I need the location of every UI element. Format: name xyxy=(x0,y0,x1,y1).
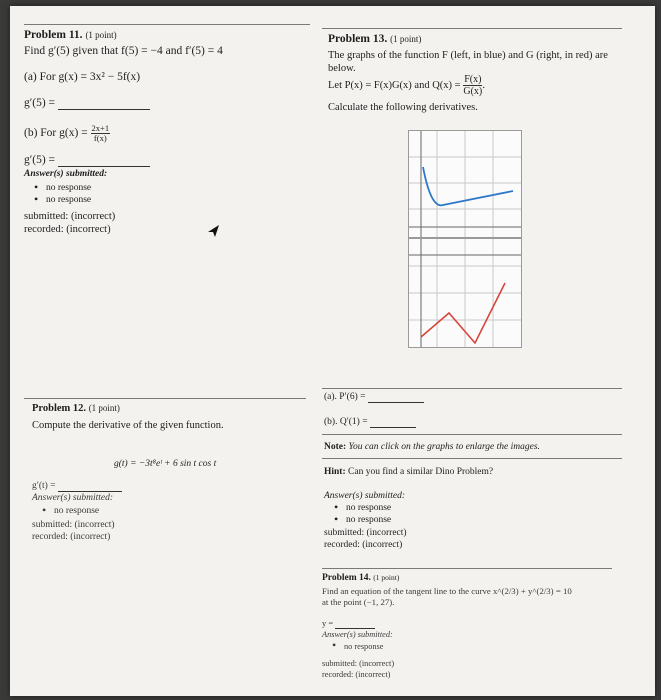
p13-let-row xyxy=(328,74,485,97)
p11-answer-b-row xyxy=(24,153,150,167)
p12-recorded: recorded: (incorrect) xyxy=(32,532,111,542)
p11-answer-a-input[interactable] xyxy=(58,99,150,110)
p14-answer-list xyxy=(322,641,383,652)
p13-note-label: Note: xyxy=(324,442,347,452)
p14-y-label: y = xyxy=(322,618,334,628)
p12-prompt: Compute the derivative of the given function. xyxy=(32,420,224,431)
p12-answer-input[interactable] xyxy=(58,481,122,492)
p14-answers-label: Answer(s) submitted: xyxy=(322,630,393,639)
p14-top-rule xyxy=(322,568,612,569)
p13-prompt: The graphs of the function F (left, in blue) and G (right, in red) are below. xyxy=(328,50,608,74)
p13-title: Problem 13. xyxy=(328,33,388,45)
p13-note-text: You can click on the graphs to enlarge the images. xyxy=(348,442,540,452)
p12-header xyxy=(32,402,120,415)
p11-answers-label: Answer(s) submitted: xyxy=(24,169,108,179)
graph-G[interactable] xyxy=(408,238,522,348)
p11-frac-num: 2x+1 xyxy=(91,123,110,133)
graph-F-grid xyxy=(409,131,521,237)
p13-answer-a-input[interactable] xyxy=(368,392,424,403)
p13-hint-label: Hint: xyxy=(324,467,346,477)
p11-frac-den: f(x) xyxy=(93,133,107,143)
p11-header xyxy=(24,28,117,42)
p11-answer-list xyxy=(24,182,91,206)
p14-answer-row xyxy=(322,618,375,629)
p11-part-a: (a) For g(x) = 3x² − 5f(x) xyxy=(24,71,141,83)
p13-submitted: submitted: (incorrect) xyxy=(324,528,407,538)
p11-part-b xyxy=(24,124,110,143)
p14-point: at the point (−1, 27). xyxy=(322,597,395,607)
list-item: • no response xyxy=(324,502,391,514)
p11-answer-a-row xyxy=(24,96,150,110)
p13-q-suffix: . xyxy=(482,79,486,91)
p14-title: Problem 14. xyxy=(322,573,371,583)
worksheet-page xyxy=(10,6,655,696)
list-item: • no response xyxy=(32,505,99,517)
list-item: • no response xyxy=(324,514,391,526)
p11-answer-b-input[interactable] xyxy=(58,156,150,167)
p13-part-a-row xyxy=(324,391,424,403)
p12-points: (1 point) xyxy=(88,403,120,413)
p13-answers-rule xyxy=(322,388,622,389)
p14-points: (1 point) xyxy=(373,573,400,582)
p13-answer-list xyxy=(324,502,391,526)
p12-g-prime-label: g′(t) = xyxy=(32,481,56,491)
p11-part-b-prefix: (b) For g(x) = xyxy=(24,127,88,140)
p13-header xyxy=(328,32,421,46)
graph-G-curve xyxy=(421,283,505,343)
p13-part-b-label: (b). Q′(1) = xyxy=(324,417,368,427)
p13-top-rule xyxy=(322,28,622,29)
list-item: • no response xyxy=(24,194,91,206)
p12-answer-row xyxy=(32,480,122,492)
p12-title: Problem 12. xyxy=(32,403,87,414)
p13-calc: Calculate the following derivatives. xyxy=(328,102,478,113)
p12-answer-list xyxy=(32,505,99,517)
list-item: • no response xyxy=(24,182,91,194)
p13-part-a-label: (a). P′(6) = xyxy=(324,392,366,402)
p14-recorded: recorded: (incorrect) xyxy=(322,670,391,679)
p11-points: (1 point) xyxy=(85,30,117,40)
p13-part-b-row xyxy=(324,416,416,428)
p13-note xyxy=(324,441,540,453)
p13-hint xyxy=(324,466,493,478)
p11-title: Problem 11. xyxy=(24,29,83,41)
p13-answers-label: Answer(s) submitted: xyxy=(324,491,406,501)
p13-answer-b-input[interactable] xyxy=(370,417,416,428)
p13-points: (1 point) xyxy=(390,34,422,44)
p11-g-prime-b-label: g′(5) = xyxy=(24,154,56,166)
p13-hint-text[interactable]: Can you find a similar Dino Problem? xyxy=(348,467,494,477)
p13-let-prefix: Let P(x) = F(x)G(x) and Q(x) = xyxy=(328,79,461,91)
p12-submitted: submitted: (incorrect) xyxy=(32,520,115,530)
p11-submitted: submitted: (incorrect) xyxy=(24,211,116,222)
p11-g-prime-a-label: g′(5) = xyxy=(24,97,56,109)
p11-recorded: recorded: (incorrect) xyxy=(24,224,111,235)
p14-prompt: Find an equation of the tangent line to the curve x^(2/3) + y^(2/3) = 10 xyxy=(322,586,572,596)
p11-fraction xyxy=(91,124,111,143)
p14-submitted: submitted: (incorrect) xyxy=(322,659,395,668)
p13-hint-rule xyxy=(322,458,622,459)
p13-recorded: recorded: (incorrect) xyxy=(324,540,403,550)
p13-note-rule xyxy=(322,434,622,435)
p12-answers-label: Answer(s) submitted: xyxy=(32,493,114,503)
p13-q-den: G(x) xyxy=(463,86,483,97)
p11-top-rule xyxy=(24,24,310,25)
p14-header xyxy=(322,572,399,584)
p11-prompt: Find g′(5) given that f(5) = −4 and f′(5) = 4 xyxy=(24,45,223,57)
mouse-cursor-icon xyxy=(207,224,221,238)
p13-q-fraction xyxy=(463,74,482,97)
p14-answer-input[interactable] xyxy=(335,620,375,629)
p13-q-num: F(x) xyxy=(464,74,482,85)
graph-F[interactable] xyxy=(408,130,522,238)
graph-F-plot xyxy=(409,131,521,237)
list-item: • no response xyxy=(322,641,383,652)
p12-top-rule xyxy=(24,398,306,399)
p12-equation: g(t) = −3t⁸eᵗ + 6 sin t cos t xyxy=(114,459,217,469)
graph-G-plot xyxy=(409,239,521,347)
